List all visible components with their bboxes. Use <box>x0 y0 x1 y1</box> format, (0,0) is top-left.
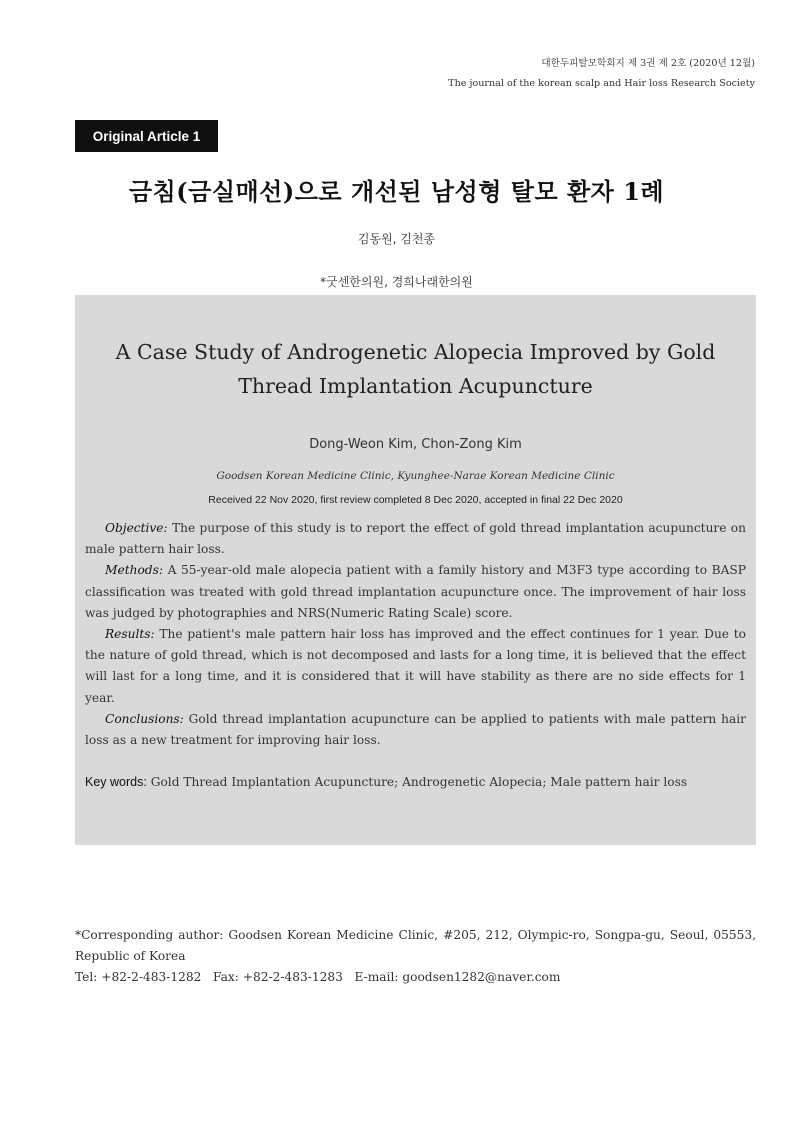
english-affiliation: Goodsen Korean Medicine Clinic, Kyunghee-Narae Korean Medicine Clinic <box>216 470 615 482</box>
korean-title: 금침(금실매선)으로 개선된 남성형 탈모 환자 1례 <box>128 177 665 206</box>
keywords-text: Gold Thread Implantation Acupuncture; Androgenetic Alopecia; Male pattern hair loss <box>146 775 688 790</box>
abstract-methods <box>85 560 746 624</box>
korean-authors: 김동원, 김천종 <box>357 232 436 246</box>
results-text: The patient's male pattern hair loss has improved and the effect continues for 1 year. Due to the nature of gold thread, which is not decomposed and lasts for a long time, it is believed that the effect will last for a long time, and it is considered that it will have stability as there are no side effects for 1 year. <box>85 627 746 705</box>
english-title-line1: A Case Study of Androgenetic Alopecia Improved by Gold <box>115 340 716 364</box>
methods-label: Methods: <box>105 563 163 578</box>
journal-header <box>448 54 755 94</box>
abstract-conclusions <box>85 709 746 751</box>
corresponding-author <box>75 925 756 988</box>
results-label: Results: <box>105 627 155 642</box>
received-dates: Received 22 Nov 2020, first review completed 8 Dec 2020, accepted in final 22 Dec 2020 <box>208 494 623 506</box>
article-type-badge: Original Article 1 <box>75 120 218 152</box>
methods-text: A 55-year-old male alopecia patient with a family history and M3F3 type according to BASP classification was treated with gold thread implantation acupuncture once. The improvement of hair loss was judged by photographies and NRS(Numeric Rating Scale) score. <box>85 563 746 620</box>
keywords-label: Key words: <box>85 775 147 790</box>
english-authors: Dong-Weon Kim, Chon-Zong Kim <box>309 437 522 452</box>
objective-label: Objective: <box>105 521 168 535</box>
english-title <box>85 335 746 403</box>
conclusions-label: Conclusions: <box>105 711 184 726</box>
abstract-results <box>85 624 746 709</box>
english-title-line2: Thread Implantation Acupuncture <box>238 374 593 398</box>
corresponding-address: *Corresponding author: Goodsen Korean Medicine Clinic, #205, 212, Olympic-ro, Songpa-gu, Seoul, 05553, Republic of Korea <box>75 928 756 963</box>
abstract-objective <box>85 518 746 560</box>
korean-affiliation: *굿센한의원, 경희나래한의원 <box>320 275 473 289</box>
journal-name-korean: 대한두피탈모학회지 제 3권 제 2호 (2020년 12월) <box>541 58 755 69</box>
journal-name-english: The journal of the korean scalp and Hair loss Research Society <box>448 78 755 89</box>
corresponding-contact: Tel: +82-2-483-1282 Fax: +82-2-483-1283 E-mail: goodsen1282@naver.com <box>75 970 561 984</box>
abstract <box>85 518 746 751</box>
objective-text: The purpose of this study is to report the effect of gold thread implantation acupuncture on male pattern hair loss. <box>85 521 746 557</box>
abstract-box <box>75 295 756 845</box>
conclusions-text: Gold thread implantation acupuncture can be applied to patients with male pattern hair loss as a new treatment for improving hair loss. <box>85 711 746 748</box>
keywords <box>85 775 746 789</box>
